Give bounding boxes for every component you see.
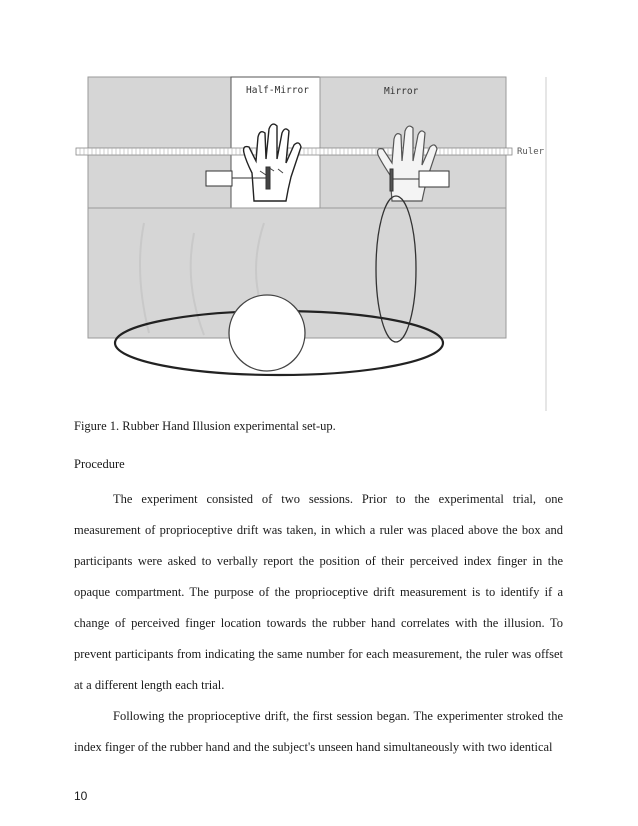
paragraph-2: Following the proprioceptive drift, the first session began. The experimenter stroked the index finger of the rubber hand and the subject's unseen hand simultaneously with two identical [74,709,563,754]
page-number: 10 [74,789,88,803]
label-ruler: Ruler [517,147,545,157]
setup-diagram [74,73,554,413]
opaque-compartment [88,77,231,208]
section-heading: Procedure [74,457,125,471]
label-mirror: Mirror [384,86,419,97]
setup-figure [74,73,554,413]
label-half-mirror: Half-Mirror [246,85,309,96]
head-circle [229,295,305,371]
paragraph-1: The experiment consisted of two sessions. Prior to the experimental trial, one measurement of proprioceptive drift was taken, in which a ruler was placed above the box and participants were asked to verbally report the position of their perceived index finger in the opaque compartment. The purpose of the proprioceptive drift measurement is to identify if a change of perceived finger location towards the rubber hand correlates with the illusion. To prevent participants from indicating the same number for each measurement, the ruler was offset at a different length each trial. [74,492,563,692]
figure-caption: Figure 1. Rubber Hand Illusion experimental set-up. [74,419,336,433]
